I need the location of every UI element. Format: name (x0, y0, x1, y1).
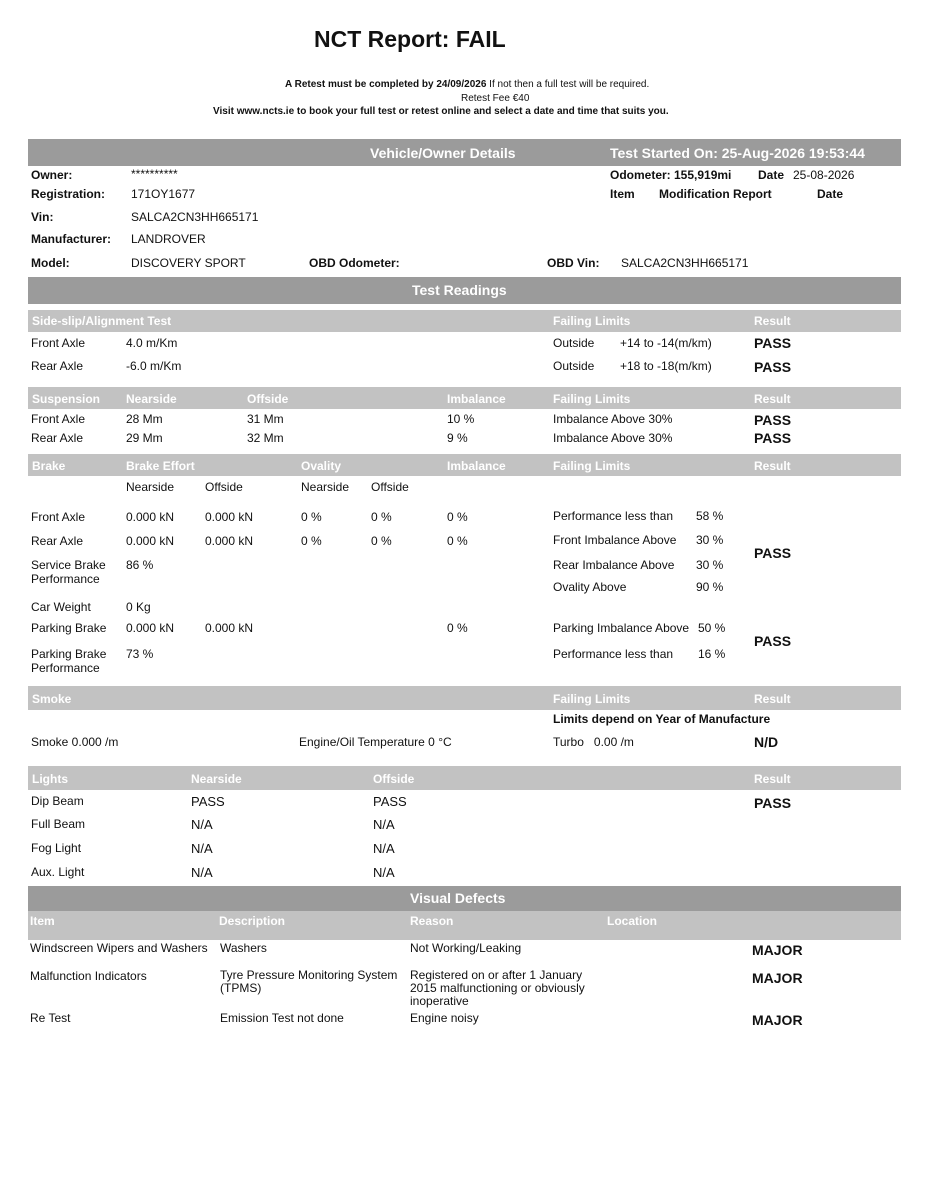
brake-limit-label: Front Imbalance Above (553, 533, 677, 547)
owner-label: Owner: (31, 168, 73, 182)
smoke-result-heading: Result (754, 692, 791, 706)
light-offside: N/A (373, 817, 395, 832)
brake-ovality-offside-sub: Offside (371, 480, 409, 494)
smoke-title: Smoke (32, 692, 72, 706)
sideslip-front-limit-b: +14 to -14(m/km) (620, 336, 712, 350)
sideslip-title: Side-slip/Alignment Test (32, 314, 172, 328)
brake-imbalance-heading: Imbalance (447, 459, 506, 473)
parking-perf-value: 73 % (126, 647, 154, 661)
brake-effort-offside-sub: Offside (205, 480, 243, 494)
date2-label: Date (817, 187, 844, 201)
obd-vin-value: SALCA2CN3HH665171 (621, 256, 749, 270)
date-value: 25-08-2026 (793, 168, 855, 182)
vehicle-details-header (28, 139, 901, 166)
lights-offside-heading: Offside (373, 772, 415, 786)
vehicle-details-title: Vehicle/Owner Details (370, 145, 516, 161)
defects-column-header (28, 911, 901, 940)
suspension-front-limit: Imbalance Above 30% (553, 412, 673, 426)
owner-value: ********** (131, 167, 178, 181)
parking-brake-near: 0.000 kN (126, 621, 175, 635)
suspension-rear-nearside: 29 Mm (126, 431, 163, 445)
brake-title: Brake (32, 459, 66, 473)
suspension-offside-heading: Offside (247, 392, 289, 406)
modification-report-label: Modification Report (659, 187, 772, 201)
brake-ovality-heading: Ovality (301, 459, 342, 473)
car-weight-label: Car Weight (31, 600, 91, 614)
brake-effort-nearside-sub: Nearside (126, 480, 175, 494)
parking-brake-off: 0.000 kN (205, 621, 254, 635)
suspension-rear-result: PASS (754, 430, 792, 446)
brake-front-label: Front Axle (31, 510, 86, 524)
defect-severity: MAJOR (752, 970, 803, 986)
brake-ovality-nearside-sub: Nearside (301, 480, 350, 494)
visual-defects-title: Visual Defects (410, 890, 506, 906)
suspension-front-offside: 31 Mm (247, 412, 284, 426)
brake-limit-value: 58 % (696, 509, 724, 523)
parking-brake-imbalance: 0 % (447, 621, 468, 635)
suspension-front-result: PASS (754, 412, 792, 428)
brake-front-imbalance: 0 % (447, 510, 468, 524)
item-label: Item (610, 187, 635, 201)
brake-limit-label: Performance less than (553, 509, 674, 523)
brake-limit-value: 50 % (698, 621, 726, 635)
sideslip-limits-heading: Failing Limits (553, 314, 631, 328)
defect-description: Tyre Pressure Monitoring System (TPMS) (220, 968, 398, 995)
parking-brake-label: Parking Brake (31, 621, 107, 635)
sideslip-rear-value: -6.0 m/Km (126, 359, 182, 373)
brake-front-effort-off: 0.000 kN (205, 510, 254, 524)
turbo-value: Turbo 0.00 /m (553, 735, 634, 749)
brake-limit-value: 30 % (696, 533, 724, 547)
lights-result: PASS (754, 795, 792, 811)
manufacturer-label: Manufacturer: (31, 232, 112, 246)
sideslip-rear-limit-a: Outside (553, 359, 595, 373)
sideslip-front-value: 4.0 m/Km (126, 336, 178, 350)
suspension-header (28, 387, 901, 409)
sideslip-rear-result: PASS (754, 359, 792, 375)
sideslip-rear-label: Rear Axle (31, 359, 84, 373)
retest-deadline: A Retest must be completed by 24/09/2026 (285, 79, 487, 90)
defect-reason: Engine noisy (410, 1011, 479, 1025)
light-offside: N/A (373, 865, 395, 880)
suspension-front-imbalance: 10 % (447, 412, 475, 426)
sideslip-front-result: PASS (754, 335, 792, 351)
smoke-limits-heading: Failing Limits (553, 692, 631, 706)
lights-header (28, 766, 901, 790)
brake-front-ovality-near: 0 % (301, 510, 322, 524)
light-nearside: N/A (191, 865, 213, 880)
brake-rear-effort-off: 0.000 kN (205, 534, 254, 548)
light-offside: N/A (373, 841, 395, 856)
defects-location-heading: Location (607, 914, 657, 928)
brake-limit-label: Rear Imbalance Above (553, 558, 675, 572)
test-readings-header (28, 277, 901, 304)
brake-limit-label: Parking Imbalance Above (553, 621, 690, 635)
retest-notice (285, 79, 649, 90)
sideslip-front-limit-a: Outside (553, 336, 595, 350)
brake-front-ovality-off: 0 % (371, 510, 392, 524)
suspension-imbalance-heading: Imbalance (447, 392, 506, 406)
defect-item: Malfunction Indicators (30, 969, 147, 983)
parking-perf-label-2: Performance (31, 661, 100, 675)
test-readings-title: Test Readings (412, 282, 507, 298)
defects-item-heading: Item (30, 914, 55, 928)
obd-odometer-label: OBD Odometer: (309, 256, 400, 270)
visual-defects-header (28, 886, 901, 911)
suspension-nearside-heading: Nearside (126, 392, 177, 406)
light-nearside: PASS (191, 794, 225, 809)
model-value: DISCOVERY SPORT (131, 256, 246, 270)
registration-label: Registration: (31, 187, 106, 201)
vin-label: Vin: (31, 210, 54, 224)
smoke-value: Smoke 0.000 /m (31, 735, 119, 749)
suspension-rear-label: Rear Axle (31, 431, 84, 445)
light-label: Aux. Light (31, 865, 85, 879)
sideslip-rear-limit-b: +18 to -18(m/km) (620, 359, 712, 373)
smoke-limits-note: Limits depend on Year of Manufacture (553, 712, 771, 726)
lights-result-heading: Result (754, 772, 791, 786)
model-label: Model: (31, 256, 70, 270)
service-brake-value: 86 % (126, 558, 154, 572)
date-label: Date (758, 168, 785, 182)
suspension-front-nearside: 28 Mm (126, 412, 163, 426)
sideslip-header (28, 310, 901, 332)
defects-description-heading: Description (219, 914, 286, 928)
parking-brake-result: PASS (754, 633, 792, 649)
defect-reason: Registered on or after 1 January 2015 malfunctioning or obviously inoperative (410, 968, 585, 1008)
manufacturer-value: LANDROVER (131, 232, 206, 246)
brake-limit-label: Performance less than (553, 647, 674, 661)
defect-description: Washers (220, 941, 267, 955)
suspension-front-label: Front Axle (31, 412, 86, 426)
brake-limit-value: 30 % (696, 558, 724, 572)
test-started: Test Started On: 25-Aug-2026 19:53:44 (610, 145, 865, 161)
light-offside: PASS (373, 794, 407, 809)
sideslip-result-heading: Result (754, 314, 791, 328)
smoke-header (28, 686, 901, 710)
report-title: NCT Report: FAIL (314, 26, 506, 52)
sideslip-front-label: Front Axle (31, 336, 86, 350)
brake-rear-imbalance: 0 % (447, 534, 468, 548)
brake-limits-heading: Failing Limits (553, 459, 631, 473)
defect-description: Emission Test not done (220, 1011, 344, 1025)
lights-nearside-heading: Nearside (191, 772, 242, 786)
brake-effort-heading: Brake Effort (126, 459, 195, 473)
smoke-result: N/D (754, 734, 779, 750)
brake-rear-label: Rear Axle (31, 534, 84, 548)
defect-item: Windscreen Wipers and Washers (30, 941, 208, 955)
suspension-limits-heading: Failing Limits (553, 392, 631, 406)
brake-header (28, 454, 901, 476)
suspension-title: Suspension (32, 392, 101, 406)
suspension-rear-offside: 32 Mm (247, 431, 284, 445)
service-brake-label-1: Service Brake (31, 558, 106, 572)
light-nearside: N/A (191, 817, 213, 832)
brake-limit-label: Ovality Above (553, 580, 627, 594)
odometer: Odometer: 155,919mi (610, 168, 732, 182)
service-brake-label-2: Performance (31, 572, 100, 586)
brake-rear-ovality-off: 0 % (371, 534, 392, 548)
suspension-rear-imbalance: 9 % (447, 431, 468, 445)
suspension-rear-limit: Imbalance Above 30% (553, 431, 673, 445)
suspension-result-heading: Result (754, 392, 791, 406)
brake-front-effort-near: 0.000 kN (126, 510, 175, 524)
booking-info: Visit www.ncts.ie to book your full test or retest online and select a date and time that suits you. (213, 106, 669, 117)
service-brake-result: PASS (754, 545, 792, 561)
defect-item: Re Test (30, 1011, 71, 1025)
defect-reason: Not Working/Leaking (410, 941, 522, 955)
lights-title: Lights (32, 772, 68, 786)
registration-value: 171OY1677 (131, 187, 196, 201)
light-nearside: N/A (191, 841, 213, 856)
light-label: Fog Light (31, 841, 82, 855)
brake-limit-value: 16 % (698, 647, 726, 661)
vin-value: SALCA2CN3HH665171 (131, 210, 259, 224)
obd-vin-label: OBD Vin: (547, 256, 600, 270)
retest-note: If not then a full test will be required. (489, 79, 650, 90)
car-weight-value: 0 Kg (126, 600, 151, 614)
light-label: Full Beam (31, 817, 86, 831)
defect-severity: MAJOR (752, 1012, 803, 1028)
defects-reason-heading: Reason (410, 914, 454, 928)
brake-limit-value: 90 % (696, 580, 724, 594)
brake-rear-ovality-near: 0 % (301, 534, 322, 548)
retest-fee: Retest Fee €40 (461, 93, 530, 104)
parking-perf-label-1: Parking Brake (31, 647, 107, 661)
brake-rear-effort-near: 0.000 kN (126, 534, 175, 548)
defect-severity: MAJOR (752, 942, 803, 958)
brake-result-heading: Result (754, 459, 791, 473)
light-label: Dip Beam (31, 794, 84, 808)
engine-oil-temperature: Engine/Oil Temperature 0 °C (299, 735, 452, 749)
